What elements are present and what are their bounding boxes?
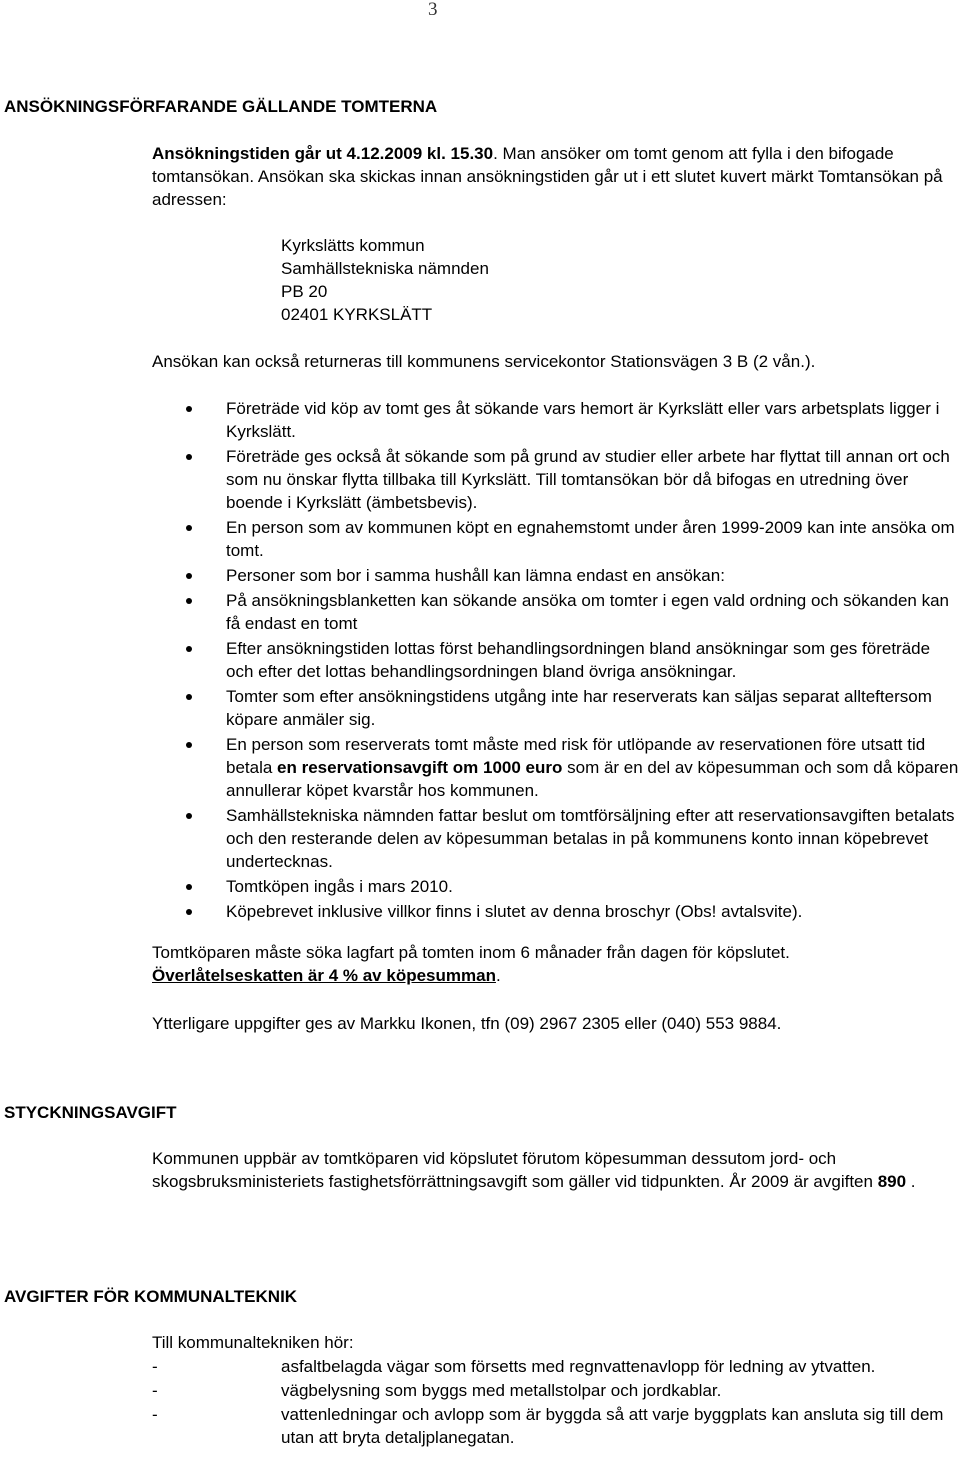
application-intro [152,142,960,211]
list-item [186,685,960,731]
list-item-text: Efter ansökningstiden lottas först behandlingsordningen bland ansökningar som ges företräde och efter det lottas behandlingsordningen bland övriga ansökningar. [226,639,931,681]
list-item [152,1403,960,1449]
list-item [186,900,960,923]
list-item-text: Tomter som efter ansökningstidens utgång inte har reserverats kan säljas separat allteftersom köpare anmäler sig. [226,687,932,729]
address-line: 02401 KYRKSLÄTT [281,305,433,324]
list-item [186,445,960,514]
list-item [152,1355,960,1378]
parcel-fee-text [152,1147,960,1193]
municipal-tech-intro: Till kommunaltekniken hör: [152,1333,354,1352]
list-item-text: En person som reserverats tomt måste med risk för utlöpande av reservationen före utsatt tid betala [226,735,926,777]
bullet-icon [186,742,192,748]
section-heading-parcel-fee: STYCKNINGSAVGIFT [4,1103,177,1122]
application-deadline: Ansökningstiden går ut 4.12.2009 kl. 15.30 [152,144,494,163]
page-number: 3 [428,0,438,20]
lagfart-text: Tomtköparen måste söka lagfart på tomten inom 6 månader från dagen för köpslutet. [152,943,790,962]
dash-marker: - [152,1405,158,1424]
list-item [186,875,960,898]
bullet-list [186,397,960,925]
bullet-icon [186,406,192,412]
bullet-icon [186,598,192,604]
list-item [186,397,960,443]
section-heading-application: ANSÖKNINGSFÖRFARANDE GÄLLANDE TOMTERNA [4,97,438,116]
section-heading-municipal-tech: AVGIFTER FÖR KOMMUNALTEKNIK [4,1287,298,1306]
list-item-text: asfaltbelagda vägar som försetts med regnvattenavlopp för ledning av ytvatten. [281,1357,876,1376]
bullet-icon [186,525,192,531]
address-line: Kyrkslätts kommun [281,236,425,255]
list-item-text: Personer som bor i samma hushåll kan lämna endast en ansökan: [226,566,725,585]
list-item-text: vägbelysning som byggs med metallstolpar och jordkablar. [281,1381,722,1400]
list-item-text: Samhällstekniska nämnden fattar beslut om tomtförsäljning efter att reservationsavgiften betalats och den resterande delen av köpesumman betalas in på kommunens konto innan köpebrevet undertecknas. [226,806,955,871]
dash-list [152,1355,960,1450]
address-block [281,234,489,326]
return-text: Ansökan kan också returneras till kommunens servicekontor Stationsvägen 3 B (2 vån.). [152,352,816,371]
list-item-text: Företräde vid köp av tomt ges åt sökande vars hemort är Kyrkslätt eller vars arbetsplats ligger i Kyrkslätt. [226,399,940,441]
period: . [495,966,501,985]
list-item-text: Företräde ges också åt sökande som på grund av studier eller arbete har flyttat till annan ort och som nu önskar flytta tillbaka till Kyrkslätt. Till tomtansökan bör då bifogas en utredning över boende i Kyrkslätt (ämbetsbevis). [226,447,950,512]
bullet-icon [186,573,192,579]
parcel-fee-amount: 890 [877,1172,911,1191]
list-item [186,637,960,683]
reservation-fee: en reservationsavgift om 1000 euro [277,758,563,777]
contact-text: Ytterligare uppgifter ges av Markku Ikonen, tfn (09) 2967 2305 eller (040) 553 9884. [152,1014,782,1033]
list-item [186,516,960,562]
bullet-icon [186,646,192,652]
list-item [186,804,960,873]
dash-marker: - [152,1357,158,1376]
list-item-text: som är en del av köpesumman och som då köparen annullerar köpet kvarstår hos kommunen. [226,758,959,800]
list-item-text: En person som av kommunen köpt en egnahemstomt under åren 1999-2009 kan inte ansöka om tomt. [226,518,955,560]
list-item-text: På ansökningsblanketten kan sökande ansöka om tomter i egen vald ordning och sökanden kan få endast en tomt [226,591,949,633]
transfer-tax: Överlåtelseskatten är 4 % av köpesumman [152,966,496,985]
period: . [910,1172,916,1191]
list-item [152,1379,960,1402]
bullet-icon [186,909,192,915]
bullet-icon [186,884,192,890]
list-item [186,589,960,635]
list-item-text: Köpebrevet inklusive villkor finns i slutet av denna broschyr (Obs! avtalsvite). [226,902,803,921]
parcel-fee-body: Kommunen uppbär av tomtköparen vid köpslutet förutom köpesumman dessutom jord- och skogsbruksministeriets fastighetsförrättningsavgift som gäller vid tidpunkten. År 2009 är avgiften [152,1149,878,1191]
application-intro-text: . Man ansöker om tomt genom att fylla i den bifogade tomtansökan. Ansökan ska skickas innan ansökningstiden går ut i ett slutet kuvert märkt Tomtansökan på adressen: [152,144,943,209]
list-item-reservation [186,733,960,802]
list-item [186,564,960,587]
address-line: PB 20 [281,282,328,301]
bullet-icon [186,813,192,819]
dash-marker: - [152,1381,158,1400]
address-line: Samhällstekniska nämnden [281,259,489,278]
bullet-icon [186,694,192,700]
transfer-tax-text [152,964,960,987]
bullet-icon [186,454,192,460]
list-item-text: vattenledningar och avlopp som är byggda så att varje byggplats kan ansluta sig till dem utan att bryta detaljplanegatan. [281,1405,944,1447]
list-item-text: Tomtköpen ingås i mars 2010. [226,877,453,896]
